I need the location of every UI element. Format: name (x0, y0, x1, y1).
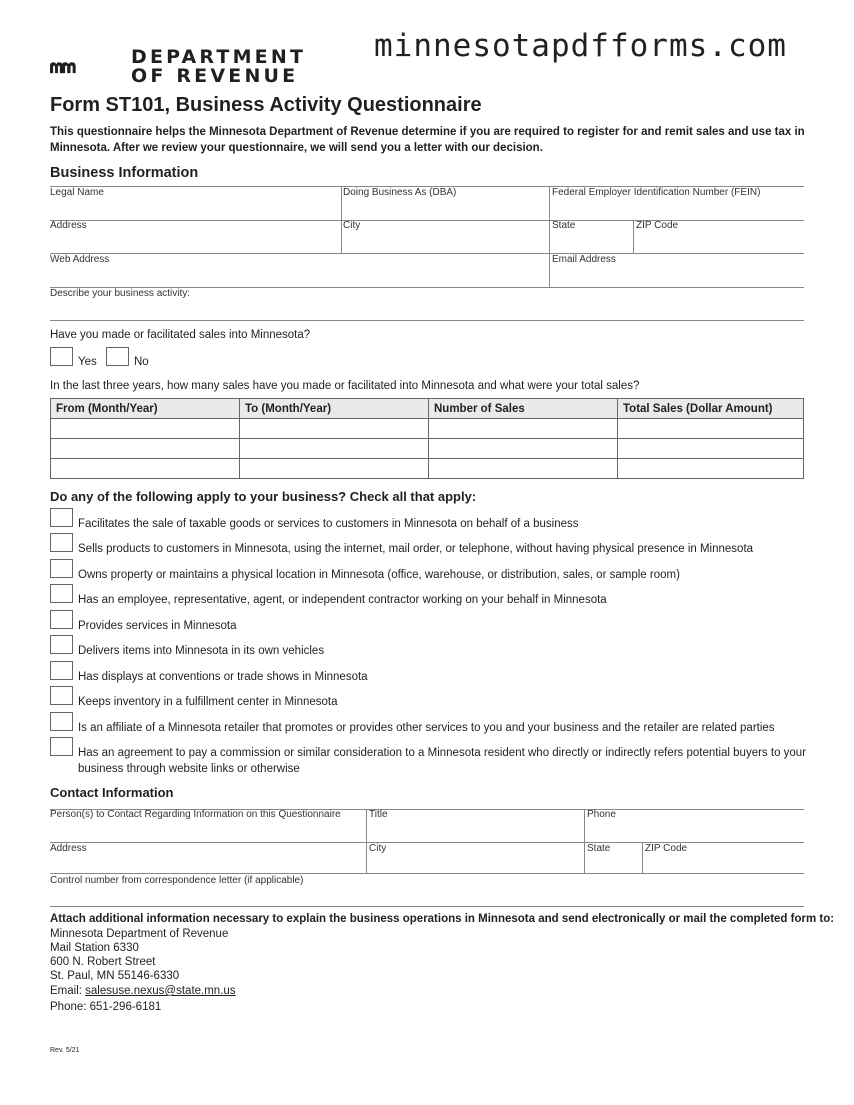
apply-checkbox[interactable] (50, 737, 73, 756)
contact-persons-label: Person(s) to Contact Regarding Information on this Questionnaire (50, 809, 341, 820)
apply-item-label: Provides services in Minnesota (78, 620, 237, 632)
contact-zip-label: ZIP Code (645, 843, 688, 854)
contact-state-field[interactable] (587, 855, 639, 873)
legal-name-label: Legal Name (50, 187, 104, 198)
table-cell[interactable] (429, 459, 618, 479)
apply-item (50, 610, 810, 636)
contact-address-field[interactable] (50, 855, 364, 873)
email-line (50, 984, 236, 998)
apply-item (50, 686, 810, 712)
apply-item (50, 584, 810, 610)
sales-table (50, 398, 804, 479)
zip-label: ZIP Code (636, 220, 679, 231)
contact-phone-field[interactable] (587, 821, 802, 841)
apply-item-label: Has an agreement to pay a commission or similar consideration to a Minnesota resident who directly or indirectly refers potential buyers to your business through website links or otherwise (78, 747, 807, 775)
table-row (51, 459, 804, 479)
contact-zip-field[interactable] (645, 855, 802, 873)
contact-city-field[interactable] (369, 855, 582, 873)
apply-item (50, 737, 810, 779)
divider (50, 842, 804, 843)
apply-item (50, 559, 810, 585)
web-address-field[interactable] (50, 266, 546, 286)
address-line: 600 N. Robert Street (50, 956, 156, 968)
table-cell[interactable] (240, 459, 429, 479)
email-prefix: Email: (50, 985, 86, 997)
web-address-label: Web Address (50, 254, 110, 265)
apply-item (50, 712, 810, 738)
contact-address-label: Address (50, 843, 87, 854)
describe-activity-field[interactable] (50, 300, 802, 319)
contact-title-label: Title (369, 809, 388, 820)
sales-table-header (51, 399, 804, 419)
apply-checkbox[interactable] (50, 508, 73, 527)
logo-line-1: DEPARTMENT (131, 46, 307, 68)
table-cell[interactable] (618, 459, 804, 479)
apply-question: Do any of the following apply to your business? Check all that apply: (50, 489, 477, 504)
address-line: St. Paul, MN 55146-6330 (50, 970, 180, 982)
apply-item-label: Keeps inventory in a fulfillment center in Minnesota (78, 696, 338, 708)
apply-checkbox[interactable] (50, 533, 73, 552)
table-row (51, 419, 804, 439)
apply-item (50, 508, 810, 534)
apply-item-label: Is an affiliate of a Minnesota retailer that promotes or provides other services to you and your business and the retailer are related parties (78, 722, 775, 734)
apply-item-label: Has an employee, representative, agent, or independent contractor working on your behalf in Minnesota (78, 594, 607, 606)
apply-item (50, 661, 810, 687)
table-cell[interactable] (618, 439, 804, 459)
legal-name-field[interactable] (50, 198, 340, 219)
divider (50, 220, 804, 221)
intro-text: This questionnaire helps the Minnesota Department of Revenue determine if you are required to register for and remit sales and use tax in Minnesota. After we review your questionnaire, we will send you a letter with our decision. (50, 126, 805, 154)
divider (633, 220, 634, 253)
table-cell[interactable] (51, 419, 240, 439)
apply-item-label: Delivers items into Minnesota in its own vehicles (78, 645, 325, 657)
no-checkbox[interactable] (106, 347, 129, 366)
contact-info-heading: Contact Information (50, 785, 174, 800)
email-link[interactable]: salesuse.nexus@state.mn.us (85, 985, 236, 997)
logo-wordmark (131, 48, 306, 86)
city-field[interactable] (343, 232, 547, 253)
table-cell[interactable] (51, 439, 240, 459)
divider (584, 809, 585, 873)
fein-field[interactable] (552, 198, 802, 219)
apply-item-label: Has displays at conventions or trade shows in Minnesota (78, 671, 368, 683)
contact-persons-field[interactable] (50, 821, 364, 841)
contact-state-label: State (587, 843, 611, 854)
apply-item-label: Owns property or maintains a physical location in Minnesota (office, warehouse, or distribution, sales, or sample room) (78, 569, 680, 581)
state-label: State (552, 220, 576, 231)
contact-city-label: City (369, 843, 387, 854)
col-total-sales: Total Sales (Dollar Amount) (618, 399, 804, 419)
divider (642, 842, 643, 873)
divider (50, 253, 804, 254)
divider (50, 873, 804, 874)
contact-phone-label: Phone (587, 809, 616, 820)
table-cell[interactable] (240, 419, 429, 439)
apply-checkbox[interactable] (50, 661, 73, 680)
state-field[interactable] (552, 232, 632, 253)
address-line: Minnesota Department of Revenue (50, 928, 229, 940)
sales-table-question: In the last three years, how many sales have you made or facilitated into Minnesota and what were your total sales? (50, 380, 640, 392)
table-row (51, 439, 804, 459)
table-cell[interactable] (429, 439, 618, 459)
divider (549, 186, 550, 287)
col-to: To (Month/Year) (240, 399, 429, 419)
col-from: From (Month/Year) (51, 399, 240, 419)
mn-revenue-logo (50, 50, 130, 86)
yes-checkbox[interactable] (50, 347, 73, 366)
city-label: City (343, 220, 361, 231)
yes-label: Yes (78, 356, 97, 368)
divider (50, 906, 804, 907)
divider (341, 186, 342, 220)
table-cell[interactable] (240, 439, 429, 459)
table-cell[interactable] (429, 419, 618, 439)
business-info-heading: Business Information (50, 165, 199, 181)
table-cell[interactable] (618, 419, 804, 439)
apply-checkbox[interactable] (50, 610, 73, 629)
divider (50, 320, 804, 321)
address-field[interactable] (50, 232, 340, 253)
phone-line: Phone: 651-296-6181 (50, 1001, 162, 1013)
apply-checkbox[interactable] (50, 584, 73, 603)
zip-field[interactable] (636, 232, 802, 253)
address-line: Mail Station 6330 (50, 942, 139, 954)
form-title: Form ST101, Business Activity Questionnaire (50, 94, 482, 116)
email-address-field[interactable] (552, 266, 802, 286)
sales-question: Have you made or facilitated sales into Minnesota? (50, 329, 311, 341)
apply-checkbox[interactable] (50, 559, 73, 578)
apply-checkbox[interactable] (50, 712, 73, 731)
control-number-label: Control number from correspondence letter (if applicable) (50, 875, 304, 886)
no-label: No (134, 356, 149, 368)
fein-label: Federal Employer Identification Number (FEIN) (552, 187, 761, 198)
apply-checkbox[interactable] (50, 635, 73, 654)
logo-line-2: OF REVENUE (131, 65, 299, 87)
apply-item-label: Sells products to customers in Minnesota, using the internet, mail order, or telephone, without having physical presence in Minnesota (78, 543, 754, 555)
dba-label: Doing Business As (DBA) (343, 187, 457, 198)
apply-item-label: Facilitates the sale of taxable goods or services to customers in Minnesota on behalf of a business (78, 518, 579, 530)
control-number-field[interactable] (50, 887, 802, 905)
describe-activity-label: Describe your business activity: (50, 288, 191, 299)
contact-title-field[interactable] (369, 821, 582, 841)
apply-item (50, 533, 810, 559)
apply-checkbox[interactable] (50, 686, 73, 705)
table-cell[interactable] (51, 459, 240, 479)
col-number-of-sales: Number of Sales (429, 399, 618, 419)
address-label: Address (50, 220, 87, 231)
mailing-instructions: Attach additional information necessary to explain the business operations in Minnesota and send electronically or mail the completed form to: (50, 913, 835, 925)
divider (366, 809, 367, 873)
apply-item (50, 635, 810, 661)
dba-field[interactable] (343, 198, 547, 219)
divider (341, 220, 342, 253)
watermark: minnesotapdfforms.com (374, 28, 787, 64)
revision-label: Rev. 5/21 (50, 1047, 80, 1054)
email-address-label: Email Address (552, 254, 616, 265)
